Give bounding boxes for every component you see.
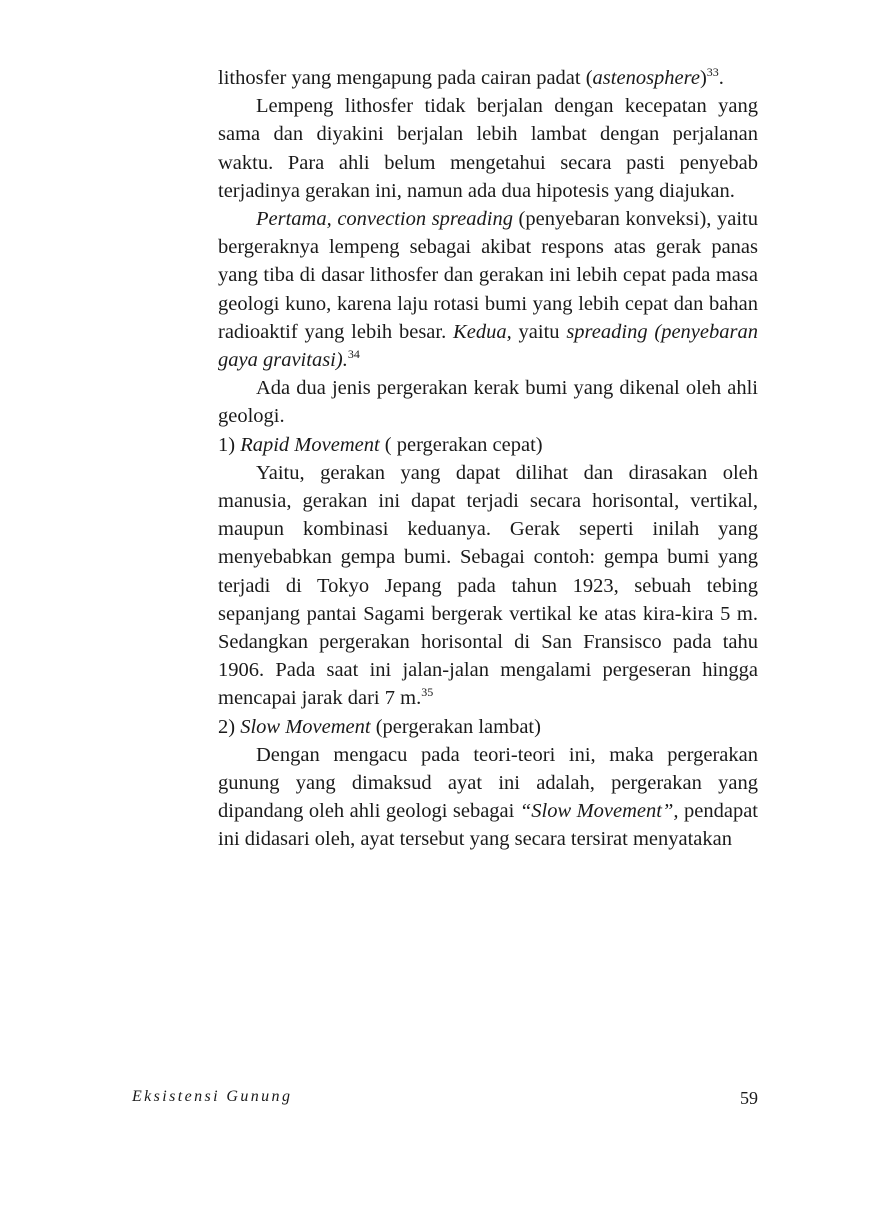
text-run: Dengan mengacu pada teori-teori ini, maka pergerakan gunung yang dimaksud ayat ini adalah, pergerakan yang dipandang oleh ahli geologi sebagai	[218, 743, 758, 823]
text-run: (penyebaran konveksi), yaitu bergeraknya lempeng sebagai akibat respons atas gerak panas yang tiba di dasar lithosfer dan gerakan ini lebih cepat pada masa geologi kuno, karena laju rotasi bumi yang lebih cepat dan bahan radioaktif yang lebih besar.	[218, 208, 759, 343]
list-body-rapid-movement	[218, 459, 758, 713]
running-footer-title: Eksistensi Gunung	[132, 1088, 293, 1105]
list-body-slow-movement	[218, 741, 758, 854]
italic-term: Rapid Movement	[240, 433, 380, 456]
paragraph-lithosphere-plates	[218, 92, 758, 205]
italic-term: astenosphere	[592, 67, 700, 89]
paragraph-intro-movements	[218, 374, 758, 430]
paragraph-continuation	[218, 64, 758, 92]
text-run: pendapat ini didasari oleh, ayat tersebut yang secara tersirat menyatakan	[218, 800, 758, 851]
list-number: 2)	[218, 715, 241, 738]
body-text	[218, 64, 758, 854]
footnote-ref-34: 34	[347, 347, 360, 362]
italic-term: “Slow Movement”,	[519, 800, 679, 823]
list-item-slow-movement	[218, 713, 758, 741]
text-run: yaitu	[511, 320, 567, 343]
paragraph-hypotheses	[218, 205, 758, 374]
page-number: 59	[740, 1088, 758, 1108]
italic-term: Slow Movement	[240, 715, 371, 738]
italic-term: spreading (penyebaran gaya gravitasi).	[218, 320, 758, 372]
text-run: Lempeng lithosfer tidak berjalan dengan kecepatan yang sama dan diyakini berjalan lebih lambat dengan perjalanan waktu. Para ahli belum mengetahui secara pasti penyebab terjadinya gerakan ini, namun ada dua hipotesis yang diajukan.	[218, 95, 758, 202]
footnote-ref-35: 35	[421, 685, 434, 700]
italic-term: Kedua,	[453, 320, 512, 343]
text-run: (pergerakan lambat)	[370, 715, 541, 738]
footnote-ref-33: 33	[706, 65, 719, 80]
text-run: Yaitu, gerakan yang dapat dilihat dan dirasakan oleh manusia, gerakan ini dapat terjadi secara horisontal, vertikal, maupun kombinasi keduanya. Gerak seperti inilah yang menyebabkan gempa bumi. Sebagai contoh: gempa bumi yang terjadi di Tokyo Jepang pada tahun 1923, sebuah tebing sepanjang pantai Sagami bergerak vertikal ke atas kira-kira 5 m. Sedangkan pergerakan horisontal di San Fransisco pada tahu 1906. Pada saat ini jalan-jalan mengalami pergeseran hingga mencapai jarak dari 7 m.	[218, 461, 758, 710]
italic-term: Pertama, convection spreading	[256, 208, 513, 231]
text-run: Ada dua jenis pergerakan kerak bumi yang dikenal oleh ahli geologi.	[218, 377, 758, 428]
list-number: 1)	[218, 433, 241, 456]
text-run: )	[699, 67, 707, 89]
list-item-rapid-movement	[218, 431, 758, 459]
text-run: ( pergerakan cepat)	[379, 433, 543, 456]
text-run: lithosfer yang mengapung pada cairan padat (	[218, 67, 593, 89]
text-run: .	[718, 67, 724, 89]
